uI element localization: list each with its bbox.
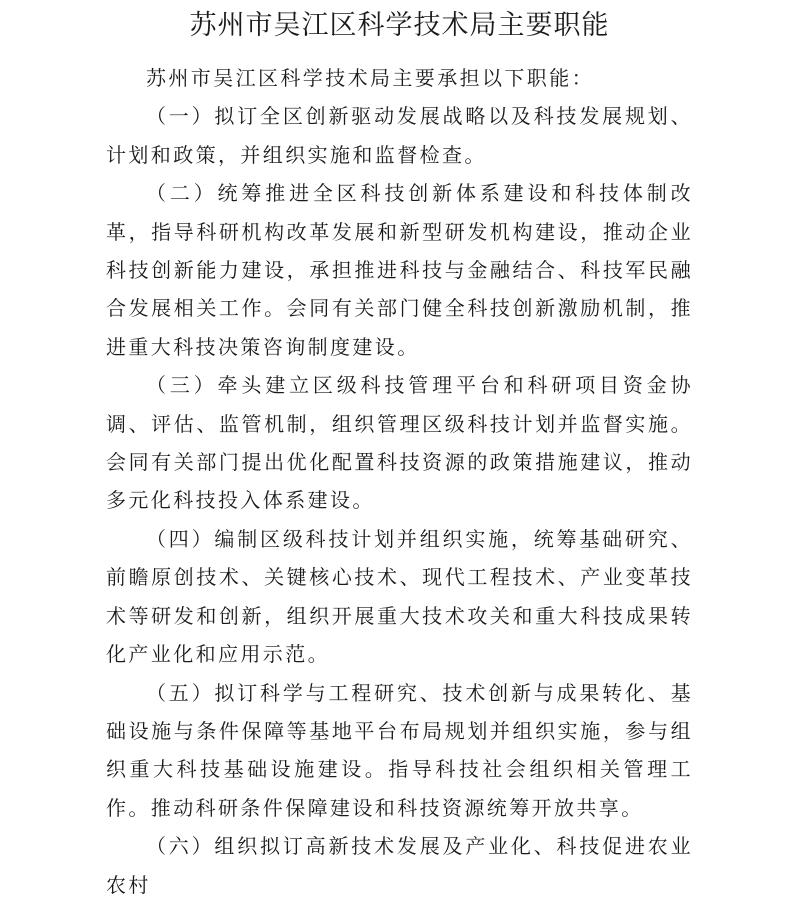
- paragraph-6: （六）组织拟订高新技术发展及产业化、科技促进农业农村: [106, 834, 693, 897]
- paragraph-5: （五）拟订科学与工程研究、技术创新与成果转化、基础设施与条件保障等基地平台布局规划并组织实施，参与组织重大科技基础设施建设。指导科技社会组织相关管理工作。推动科研条件保障建设和科技资源统筹开放共享。: [106, 680, 693, 820]
- paragraph-2: （二）统筹推进全区科技创新体系建设和科技体制改革，指导科研机构改革发展和新型研发机构建设，推动企业科技创新能力建设，承担推进科技与金融结合、科技军民融合发展相关工作。会同有关部门健全科技创新激励机制，推进重大科技决策咨询制度建设。: [106, 181, 693, 359]
- paragraph-3: （三）牵头建立区级科技管理平台和科研项目资金协调、评估、监管机制，组织管理区级科技计划并监督实施。会同有关部门提出优化配置科技资源的政策措施建议，推动多元化科技投入体系建设。: [106, 373, 693, 513]
- paragraph-1: （一）拟订全区创新驱动发展战略以及科技发展规划、计划和政策，并组织实施和监督检查。: [106, 104, 693, 167]
- document-body: [106, 59, 693, 904]
- paragraph-4: （四）编制区级科技计划并组织实施，统筹基础研究、前瞻原创技术、关键核心技术、现代工程技术、产业变革技术等研发和创新，组织开展重大技术攻关和重大科技成果转化产业化和应用示范。: [106, 526, 693, 667]
- document-title: 苏州市吴江区科学技术局主要职能: [189, 10, 610, 41]
- intro-paragraph: 苏州市吴江区科学技术局主要承担以下职能：: [146, 66, 594, 90]
